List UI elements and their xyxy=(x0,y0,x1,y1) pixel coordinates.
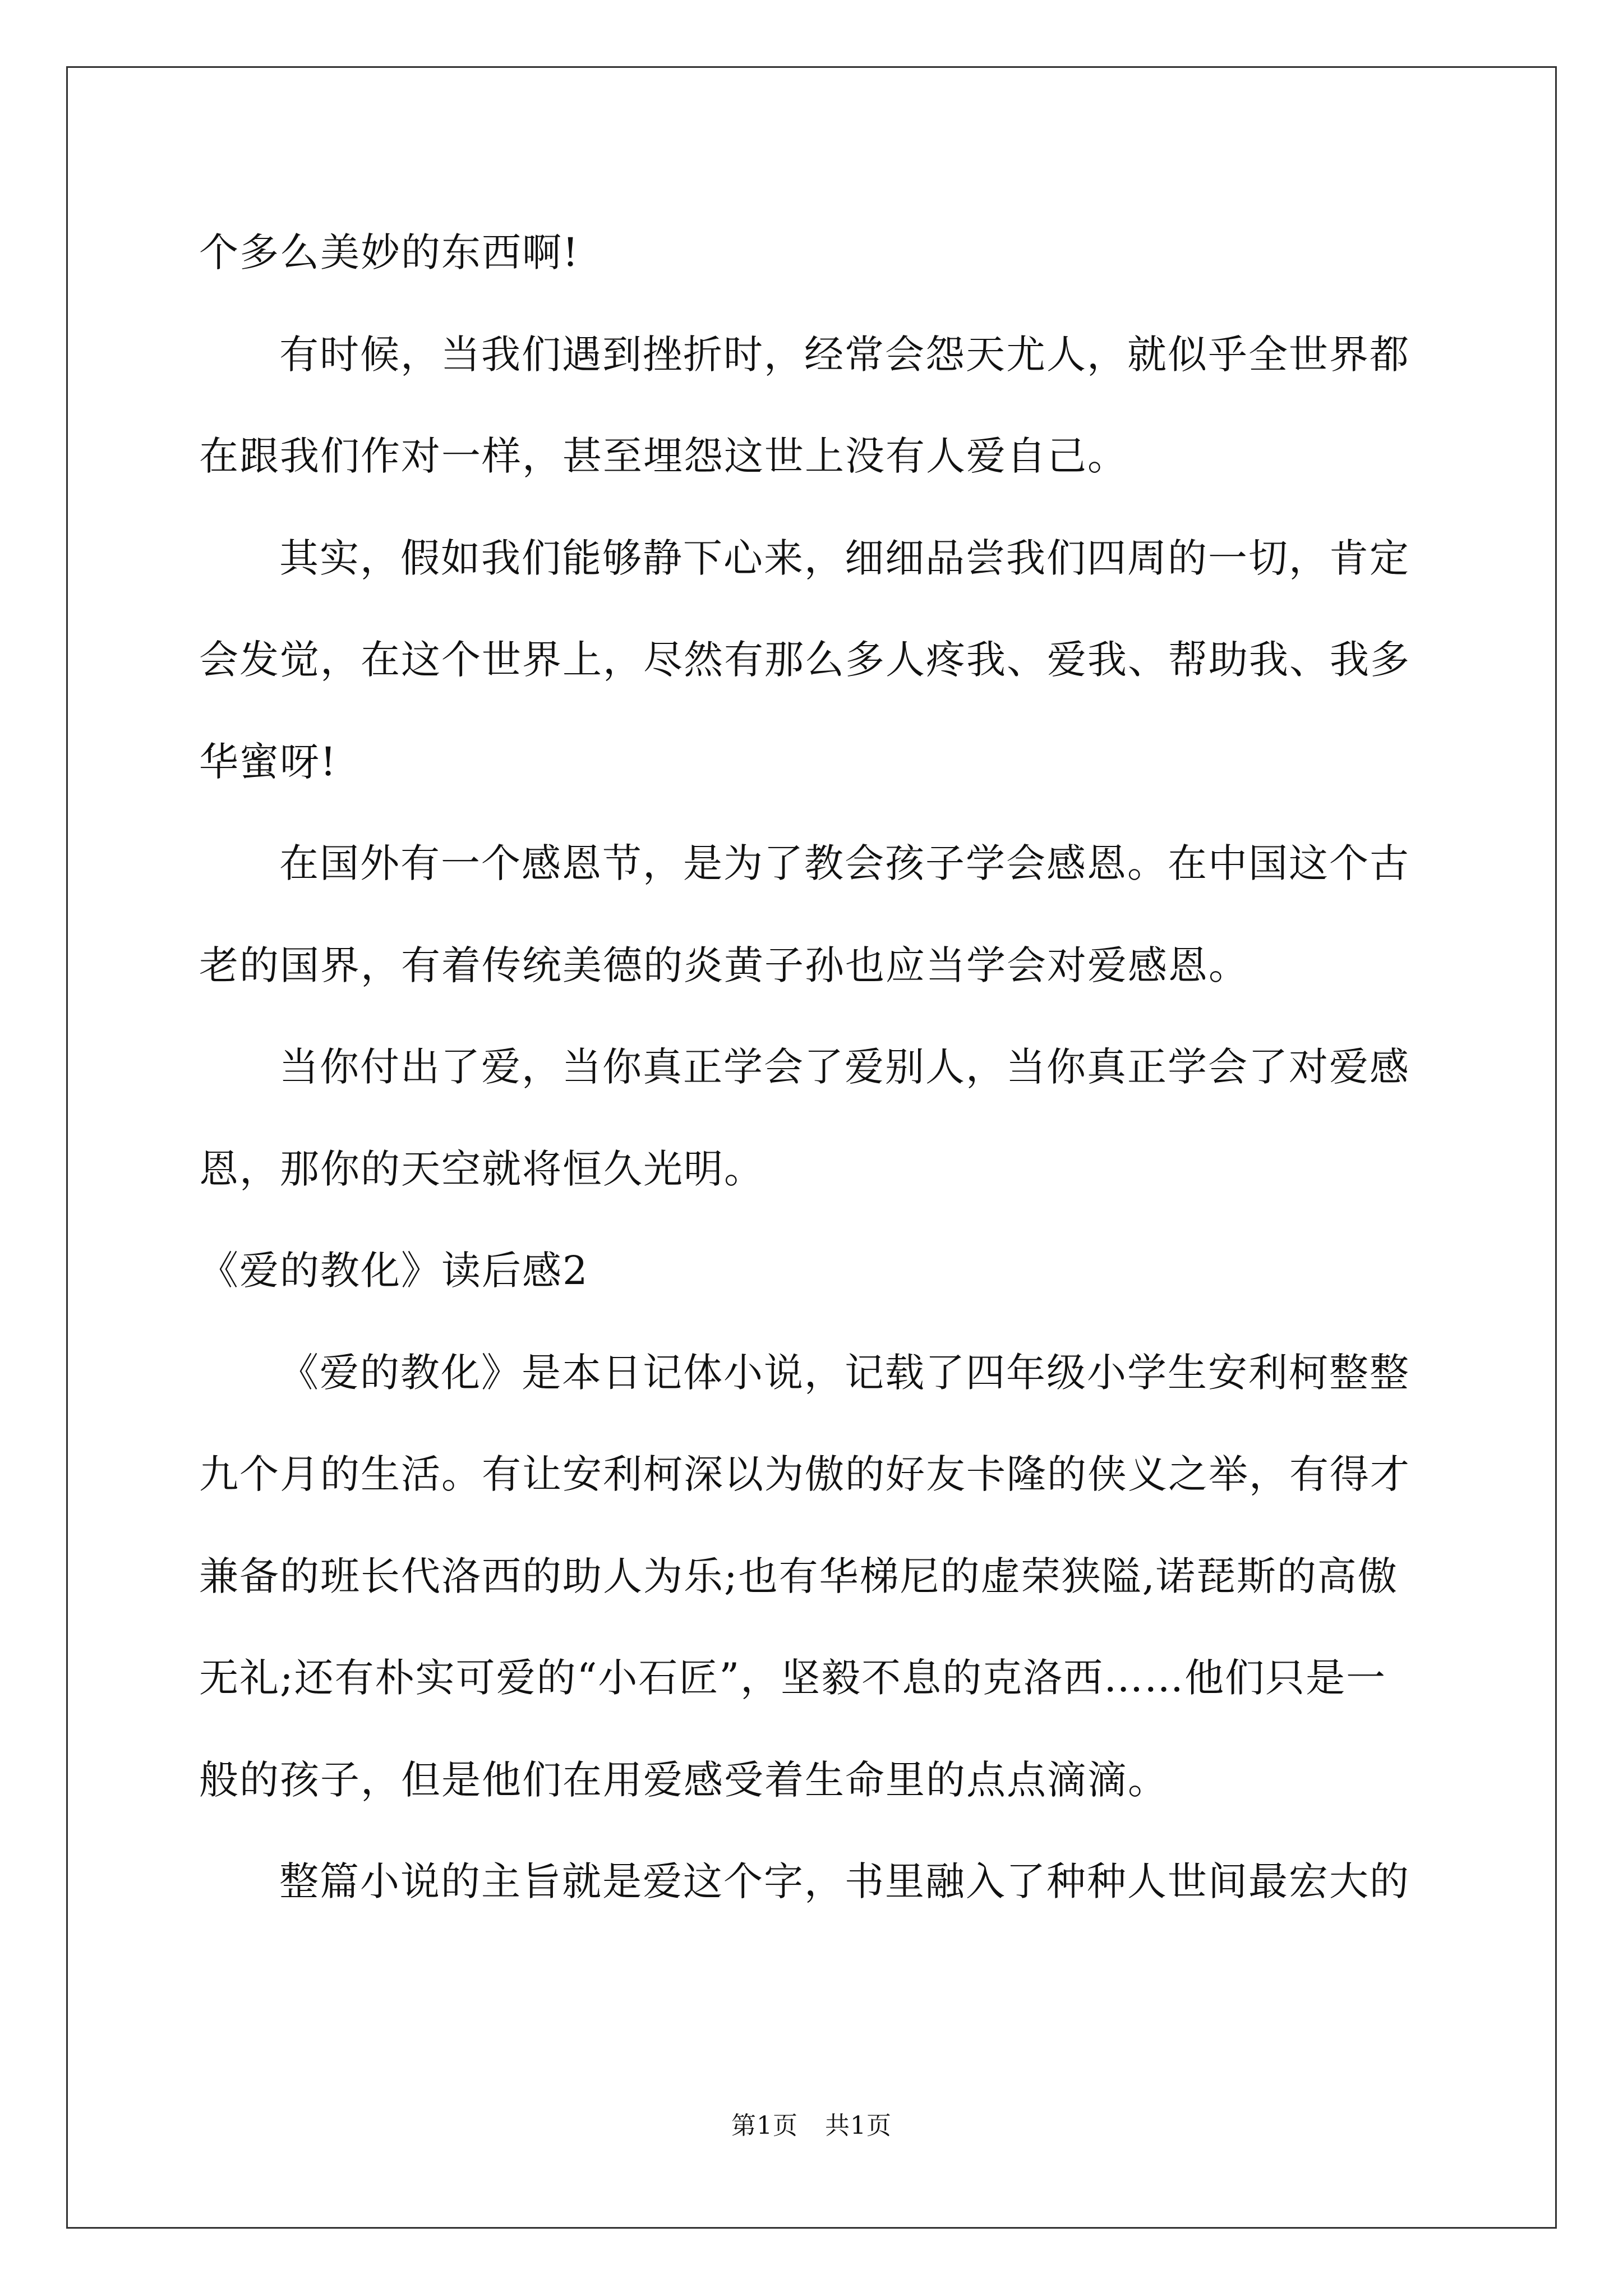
text-line: 《爱的教化》是本日记体小说，记载了四年级小学生安利柯整整 xyxy=(279,1350,1410,1396)
page-number: 第1页 xyxy=(731,2111,798,2140)
text-line: 无礼;还有朴实可爱的“小石匠”，坚毅不息的克洛西……他们只是一 xyxy=(199,1655,1387,1701)
text-line: 恩，那你的天空就将恒久光明。 xyxy=(199,1146,764,1192)
section-heading: 《爱的教化》读后感2 xyxy=(199,1248,589,1294)
text-line: 兼备的班长代洛西的助人为乐;也有华梯尼的虚荣狭隘,诺琵斯的高傲 xyxy=(199,1553,1398,1599)
text-line: 九个月的生活。有让安利柯深以为傲的好友卡隆的侠义之举，有得才 xyxy=(199,1451,1410,1497)
text-line: 其实，假如我们能够静下心来，细细品尝我们四周的一切，肯定 xyxy=(279,535,1410,581)
text-line: 整篇小说的主旨就是爱这个字，书里融入了种种人世间最宏大的 xyxy=(279,1858,1410,1904)
text-line: 在跟我们作对一样，甚至埋怨这世上没有人爱自己。 xyxy=(199,433,1128,479)
text-line: 会发觉，在这个世界上，尽然有那么多人疼我、爱我、帮助我、我多 xyxy=(199,637,1410,683)
text-line: 在国外有一个感恩节，是为了教会孩子学会感恩。在中国这个古 xyxy=(279,840,1410,886)
page-total: 共1页 xyxy=(825,2111,892,2140)
page-footer xyxy=(0,2109,1623,2143)
text-line: 当你付出了爱，当你真正学会了爱别人，当你真正学会了对爱感 xyxy=(279,1044,1410,1090)
text-line: 个多么美妙的东西啊! xyxy=(199,229,580,275)
text-line: 老的国界，有着传统美德的炎黄子孙也应当学会对爱感恩。 xyxy=(199,942,1249,988)
text-line: 有时候，当我们遇到挫折时，经常会怨天尤人，就似乎全世界都 xyxy=(279,332,1410,378)
text-line: 华蜜呀! xyxy=(199,739,338,785)
text-line: 般的孩子，但是他们在用爱感受着生命里的点点滴滴。 xyxy=(199,1757,1168,1803)
